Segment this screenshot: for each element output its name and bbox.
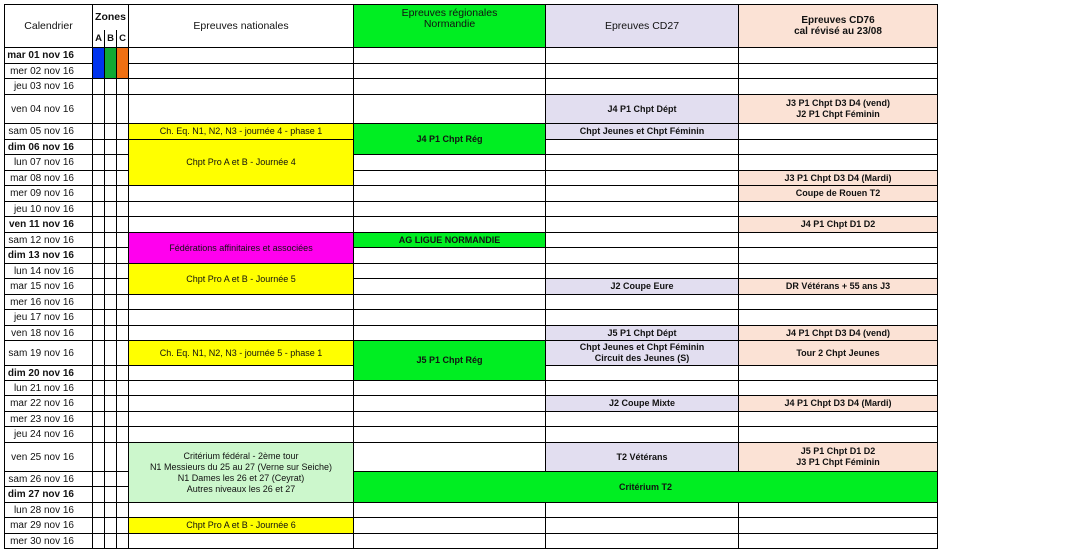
national-event-line: N1 Messieurs du 25 au 27 (Verne sur Seiche) bbox=[149, 461, 333, 472]
empty-cell bbox=[117, 171, 129, 186]
calendar-table bbox=[4, 4, 938, 549]
date-cell: dim 06 nov 16 bbox=[5, 140, 93, 155]
day-row bbox=[5, 443, 938, 472]
empty-cell bbox=[93, 503, 105, 518]
day-row bbox=[5, 326, 938, 341]
date-cell: jeu 17 nov 16 bbox=[5, 310, 93, 326]
national-event-line: Critérium fédéral - 2ème tour bbox=[183, 450, 299, 461]
cd27-event: J2 Coupe Eure bbox=[546, 279, 739, 295]
cd27-event: T2 Vétérans bbox=[546, 443, 739, 472]
cd27-event: J5 P1 Chpt Dépt bbox=[546, 326, 739, 341]
header-regionales-line2: Normandie bbox=[423, 18, 476, 30]
empty-cell bbox=[129, 366, 354, 381]
date-cell: sam 19 nov 16 bbox=[5, 341, 93, 366]
empty-cell bbox=[105, 295, 117, 310]
empty-cell bbox=[354, 518, 546, 534]
date-cell: jeu 24 nov 16 bbox=[5, 427, 93, 443]
empty-cell bbox=[129, 534, 354, 549]
national-event-line: N1 Dames les 26 et 27 (Ceyrat) bbox=[177, 472, 305, 483]
empty-cell bbox=[105, 202, 117, 217]
empty-cell bbox=[354, 295, 546, 310]
empty-cell bbox=[93, 534, 105, 549]
empty-cell bbox=[117, 233, 129, 248]
empty-cell bbox=[117, 487, 129, 503]
empty-cell bbox=[93, 366, 105, 381]
empty-cell bbox=[105, 341, 117, 366]
empty-cell bbox=[739, 295, 938, 310]
empty-cell bbox=[739, 155, 938, 171]
date-cell: jeu 03 nov 16 bbox=[5, 79, 93, 95]
empty-cell bbox=[129, 326, 354, 341]
empty-cell bbox=[105, 264, 117, 279]
empty-cell bbox=[546, 518, 739, 534]
empty-cell bbox=[117, 95, 129, 124]
empty-cell bbox=[354, 503, 546, 518]
empty-cell bbox=[739, 518, 938, 534]
empty-cell bbox=[129, 217, 354, 233]
date-cell: lun 21 nov 16 bbox=[5, 381, 93, 396]
empty-cell bbox=[105, 326, 117, 341]
empty-cell bbox=[105, 396, 117, 412]
date-cell: mar 08 nov 16 bbox=[5, 171, 93, 186]
day-row bbox=[5, 427, 938, 443]
empty-cell bbox=[117, 503, 129, 518]
empty-cell bbox=[105, 534, 117, 549]
header-epreuves-cd27: Epreuves CD27 bbox=[546, 5, 739, 48]
empty-cell bbox=[739, 140, 938, 155]
date-cell: ven 11 nov 16 bbox=[5, 217, 93, 233]
empty-cell bbox=[354, 279, 546, 295]
empty-cell bbox=[117, 427, 129, 443]
cd76-event bbox=[739, 443, 938, 472]
empty-cell bbox=[93, 443, 105, 472]
empty-cell bbox=[546, 202, 739, 217]
empty-cell bbox=[739, 534, 938, 549]
empty-cell bbox=[739, 124, 938, 140]
empty-cell bbox=[739, 366, 938, 381]
empty-cell bbox=[354, 396, 546, 412]
empty-cell bbox=[354, 186, 546, 202]
date-cell: dim 27 nov 16 bbox=[5, 487, 93, 503]
empty-cell bbox=[739, 427, 938, 443]
empty-cell bbox=[117, 534, 129, 549]
empty-cell bbox=[129, 79, 354, 95]
empty-cell bbox=[105, 472, 117, 487]
empty-cell bbox=[93, 140, 105, 155]
empty-cell bbox=[129, 186, 354, 202]
empty-cell bbox=[354, 427, 546, 443]
empty-cell bbox=[354, 443, 546, 472]
empty-cell bbox=[93, 233, 105, 248]
cd76-event bbox=[739, 95, 938, 124]
empty-cell bbox=[546, 217, 739, 233]
empty-cell bbox=[93, 310, 105, 326]
cd27-event: Chpt Jeunes et Chpt Féminin bbox=[546, 124, 739, 140]
empty-cell bbox=[93, 472, 105, 487]
national-event: Chpt Pro A et B - Journée 4 bbox=[129, 140, 354, 186]
empty-cell bbox=[105, 503, 117, 518]
day-row bbox=[5, 48, 938, 64]
empty-cell bbox=[546, 155, 739, 171]
empty-cell bbox=[129, 503, 354, 518]
date-cell: jeu 10 nov 16 bbox=[5, 202, 93, 217]
empty-cell bbox=[105, 95, 117, 124]
date-cell: dim 13 nov 16 bbox=[5, 248, 93, 264]
empty-cell bbox=[546, 171, 739, 186]
cd76-event-line: J3 P1 Chpt Féminin bbox=[796, 457, 880, 467]
empty-cell bbox=[93, 295, 105, 310]
date-cell: mar 01 nov 16 bbox=[5, 48, 93, 64]
date-cell: lun 07 nov 16 bbox=[5, 155, 93, 171]
header-calendrier: Calendrier bbox=[5, 5, 93, 48]
empty-cell bbox=[117, 79, 129, 95]
date-cell: ven 25 nov 16 bbox=[5, 443, 93, 472]
empty-cell bbox=[546, 534, 739, 549]
empty-cell bbox=[105, 279, 117, 295]
header-cd76-line1: Epreuves CD76 bbox=[801, 15, 875, 26]
empty-cell bbox=[354, 171, 546, 186]
cd76-event: J4 P1 Chpt D3 D4 (Mardi) bbox=[739, 396, 938, 412]
empty-cell bbox=[546, 412, 739, 427]
empty-cell bbox=[105, 155, 117, 171]
day-row bbox=[5, 79, 938, 95]
empty-cell bbox=[93, 381, 105, 396]
empty-cell bbox=[117, 279, 129, 295]
date-cell: mar 29 nov 16 bbox=[5, 518, 93, 534]
empty-cell bbox=[105, 518, 117, 534]
day-row bbox=[5, 310, 938, 326]
date-cell: lun 14 nov 16 bbox=[5, 264, 93, 279]
empty-cell bbox=[93, 171, 105, 186]
empty-cell bbox=[105, 381, 117, 396]
day-row bbox=[5, 95, 938, 124]
empty-cell bbox=[93, 124, 105, 140]
empty-cell bbox=[739, 310, 938, 326]
empty-cell bbox=[739, 264, 938, 279]
empty-cell bbox=[117, 443, 129, 472]
national-event: Chpt Pro A et B - Journée 6 bbox=[129, 518, 354, 534]
empty-cell bbox=[93, 264, 105, 279]
day-row bbox=[5, 341, 938, 366]
header-row bbox=[5, 5, 938, 31]
empty-cell bbox=[93, 412, 105, 427]
empty-cell bbox=[129, 64, 354, 79]
empty-cell bbox=[105, 186, 117, 202]
day-row bbox=[5, 233, 938, 248]
empty-cell bbox=[105, 443, 117, 472]
cd27-event: J4 P1 Chpt Dépt bbox=[546, 95, 739, 124]
empty-cell bbox=[129, 202, 354, 217]
empty-cell bbox=[105, 124, 117, 140]
empty-cell bbox=[117, 140, 129, 155]
header-cd76-line2: cal révisé au 23/08 bbox=[794, 26, 882, 37]
empty-cell bbox=[354, 310, 546, 326]
empty-cell bbox=[105, 310, 117, 326]
empty-cell bbox=[117, 412, 129, 427]
day-row bbox=[5, 217, 938, 233]
empty-cell bbox=[117, 518, 129, 534]
empty-cell bbox=[354, 217, 546, 233]
cd76-event: J3 P1 Chpt D3 D4 (Mardi) bbox=[739, 171, 938, 186]
empty-cell bbox=[117, 202, 129, 217]
empty-cell bbox=[117, 217, 129, 233]
empty-cell bbox=[117, 155, 129, 171]
empty-cell bbox=[739, 248, 938, 264]
empty-cell bbox=[93, 427, 105, 443]
empty-cell bbox=[129, 295, 354, 310]
empty-cell bbox=[105, 248, 117, 264]
empty-cell bbox=[546, 366, 739, 381]
empty-cell bbox=[354, 248, 546, 264]
empty-cell bbox=[105, 140, 117, 155]
empty-cell bbox=[93, 155, 105, 171]
empty-cell bbox=[546, 381, 739, 396]
empty-cell bbox=[129, 48, 354, 64]
empty-cell bbox=[117, 186, 129, 202]
empty-cell bbox=[739, 233, 938, 248]
date-cell: ven 04 nov 16 bbox=[5, 95, 93, 124]
empty-cell bbox=[546, 186, 739, 202]
empty-cell bbox=[546, 503, 739, 518]
empty-cell bbox=[129, 310, 354, 326]
empty-cell bbox=[105, 487, 117, 503]
header-epreuves-nationales: Epreuves nationales bbox=[129, 5, 354, 48]
empty-cell bbox=[105, 233, 117, 248]
empty-cell bbox=[546, 79, 739, 95]
cd76-event: DR Vétérans + 55 ans J3 bbox=[739, 279, 938, 295]
date-cell: mer 02 nov 16 bbox=[5, 64, 93, 79]
cd27-event-line: Chpt Jeunes et Chpt Féminin bbox=[579, 342, 705, 352]
empty-cell bbox=[546, 310, 739, 326]
empty-cell bbox=[93, 217, 105, 233]
cd76-event-line: J2 P1 Chpt Féminin bbox=[796, 109, 880, 119]
date-cell: mer 30 nov 16 bbox=[5, 534, 93, 549]
empty-cell bbox=[354, 95, 546, 124]
empty-cell bbox=[117, 341, 129, 366]
national-event: Fédérations affinitaires et associées bbox=[129, 233, 354, 264]
day-row bbox=[5, 124, 938, 140]
date-cell: sam 05 nov 16 bbox=[5, 124, 93, 140]
day-row bbox=[5, 295, 938, 310]
zone-a-label: A bbox=[93, 30, 105, 48]
cd76-event: Coupe de Rouen T2 bbox=[739, 186, 938, 202]
empty-cell bbox=[354, 264, 546, 279]
empty-cell bbox=[546, 248, 739, 264]
cd76-event: J4 P1 Chpt D1 D2 bbox=[739, 217, 938, 233]
empty-cell bbox=[546, 264, 739, 279]
empty-cell bbox=[354, 326, 546, 341]
date-cell: ven 18 nov 16 bbox=[5, 326, 93, 341]
empty-cell bbox=[354, 534, 546, 549]
cd76-event: J4 P1 Chpt D3 D4 (vend) bbox=[739, 326, 938, 341]
regional-event: AG LIGUE NORMANDIE bbox=[354, 233, 546, 248]
cd27-event-line: Circuit des Jeunes (S) bbox=[594, 353, 690, 363]
date-cell: mar 15 nov 16 bbox=[5, 279, 93, 295]
empty-cell bbox=[129, 396, 354, 412]
header-epreuves-regionales bbox=[354, 5, 546, 48]
cd27-event bbox=[546, 341, 739, 366]
empty-cell bbox=[93, 95, 105, 124]
zone-b-marker bbox=[105, 48, 117, 79]
empty-cell bbox=[117, 295, 129, 310]
empty-cell bbox=[117, 124, 129, 140]
empty-cell bbox=[129, 427, 354, 443]
empty-cell bbox=[105, 217, 117, 233]
zone-b-label: B bbox=[105, 30, 117, 48]
empty-cell bbox=[105, 79, 117, 95]
date-cell: mer 23 nov 16 bbox=[5, 412, 93, 427]
empty-cell bbox=[739, 64, 938, 79]
empty-cell bbox=[739, 79, 938, 95]
empty-cell bbox=[129, 381, 354, 396]
date-cell: mer 09 nov 16 bbox=[5, 186, 93, 202]
empty-cell bbox=[129, 412, 354, 427]
header-regionales-line1: Epreuves régionales bbox=[401, 7, 498, 19]
date-cell: mer 16 nov 16 bbox=[5, 295, 93, 310]
empty-cell bbox=[739, 202, 938, 217]
zone-c-marker bbox=[117, 48, 129, 79]
day-row bbox=[5, 264, 938, 279]
empty-cell bbox=[117, 248, 129, 264]
empty-cell bbox=[93, 279, 105, 295]
day-row bbox=[5, 64, 938, 79]
empty-cell bbox=[354, 155, 546, 171]
empty-cell bbox=[117, 381, 129, 396]
empty-cell bbox=[93, 487, 105, 503]
zone-a-marker bbox=[93, 48, 105, 79]
date-cell: sam 12 nov 16 bbox=[5, 233, 93, 248]
empty-cell bbox=[117, 310, 129, 326]
date-cell: sam 26 nov 16 bbox=[5, 472, 93, 487]
regional-event: J5 P1 Chpt Rég bbox=[354, 341, 546, 381]
empty-cell bbox=[117, 264, 129, 279]
header-epreuves-cd76 bbox=[739, 5, 938, 48]
regional-event-criterium-t2: Critérium T2 bbox=[354, 472, 938, 503]
empty-cell bbox=[105, 427, 117, 443]
day-row bbox=[5, 503, 938, 518]
empty-cell bbox=[93, 396, 105, 412]
empty-cell bbox=[354, 64, 546, 79]
empty-cell bbox=[129, 95, 354, 124]
cd76-event-line: J5 P1 Chpt D1 D2 bbox=[800, 446, 876, 456]
day-row bbox=[5, 518, 938, 534]
empty-cell bbox=[354, 202, 546, 217]
empty-cell bbox=[93, 326, 105, 341]
day-row bbox=[5, 186, 938, 202]
date-cell: dim 20 nov 16 bbox=[5, 366, 93, 381]
empty-cell bbox=[93, 79, 105, 95]
day-row bbox=[5, 396, 938, 412]
empty-cell bbox=[546, 233, 739, 248]
empty-cell bbox=[739, 381, 938, 396]
national-event: Ch. Eq. N1, N2, N3 - journée 4 - phase 1 bbox=[129, 124, 354, 140]
empty-cell bbox=[105, 171, 117, 186]
day-row bbox=[5, 202, 938, 217]
empty-cell bbox=[354, 79, 546, 95]
regional-event: J4 P1 Chpt Rég bbox=[354, 124, 546, 155]
empty-cell bbox=[739, 412, 938, 427]
empty-cell bbox=[93, 518, 105, 534]
national-event: Chpt Pro A et B - Journée 5 bbox=[129, 264, 354, 295]
cd76-event: Tour 2 Chpt Jeunes bbox=[739, 341, 938, 366]
empty-cell bbox=[354, 412, 546, 427]
empty-cell bbox=[93, 248, 105, 264]
national-event-line: Autres niveaux les 26 et 27 bbox=[186, 483, 296, 494]
day-row bbox=[5, 412, 938, 427]
national-event-criterium bbox=[129, 443, 354, 503]
zone-c-label: C bbox=[117, 30, 129, 48]
empty-cell bbox=[105, 412, 117, 427]
day-row bbox=[5, 381, 938, 396]
empty-cell bbox=[93, 202, 105, 217]
empty-cell bbox=[546, 295, 739, 310]
empty-cell bbox=[117, 472, 129, 487]
empty-cell bbox=[117, 396, 129, 412]
empty-cell bbox=[546, 427, 739, 443]
date-cell: lun 28 nov 16 bbox=[5, 503, 93, 518]
empty-cell bbox=[739, 48, 938, 64]
empty-cell bbox=[117, 366, 129, 381]
empty-cell bbox=[546, 48, 739, 64]
empty-cell bbox=[354, 48, 546, 64]
empty-cell bbox=[546, 64, 739, 79]
empty-cell bbox=[105, 366, 117, 381]
empty-cell bbox=[93, 341, 105, 366]
empty-cell bbox=[354, 381, 546, 396]
empty-cell bbox=[117, 326, 129, 341]
empty-cell bbox=[546, 140, 739, 155]
empty-cell bbox=[93, 186, 105, 202]
national-event: Ch. Eq. N1, N2, N3 - journée 5 - phase 1 bbox=[129, 341, 354, 366]
cd76-event-line: J3 P1 Chpt D3 D4 (vend) bbox=[785, 98, 891, 108]
cd27-event: J2 Coupe Mixte bbox=[546, 396, 739, 412]
day-row bbox=[5, 534, 938, 549]
date-cell: mar 22 nov 16 bbox=[5, 396, 93, 412]
empty-cell bbox=[739, 503, 938, 518]
header-zones: Zones bbox=[93, 5, 129, 31]
